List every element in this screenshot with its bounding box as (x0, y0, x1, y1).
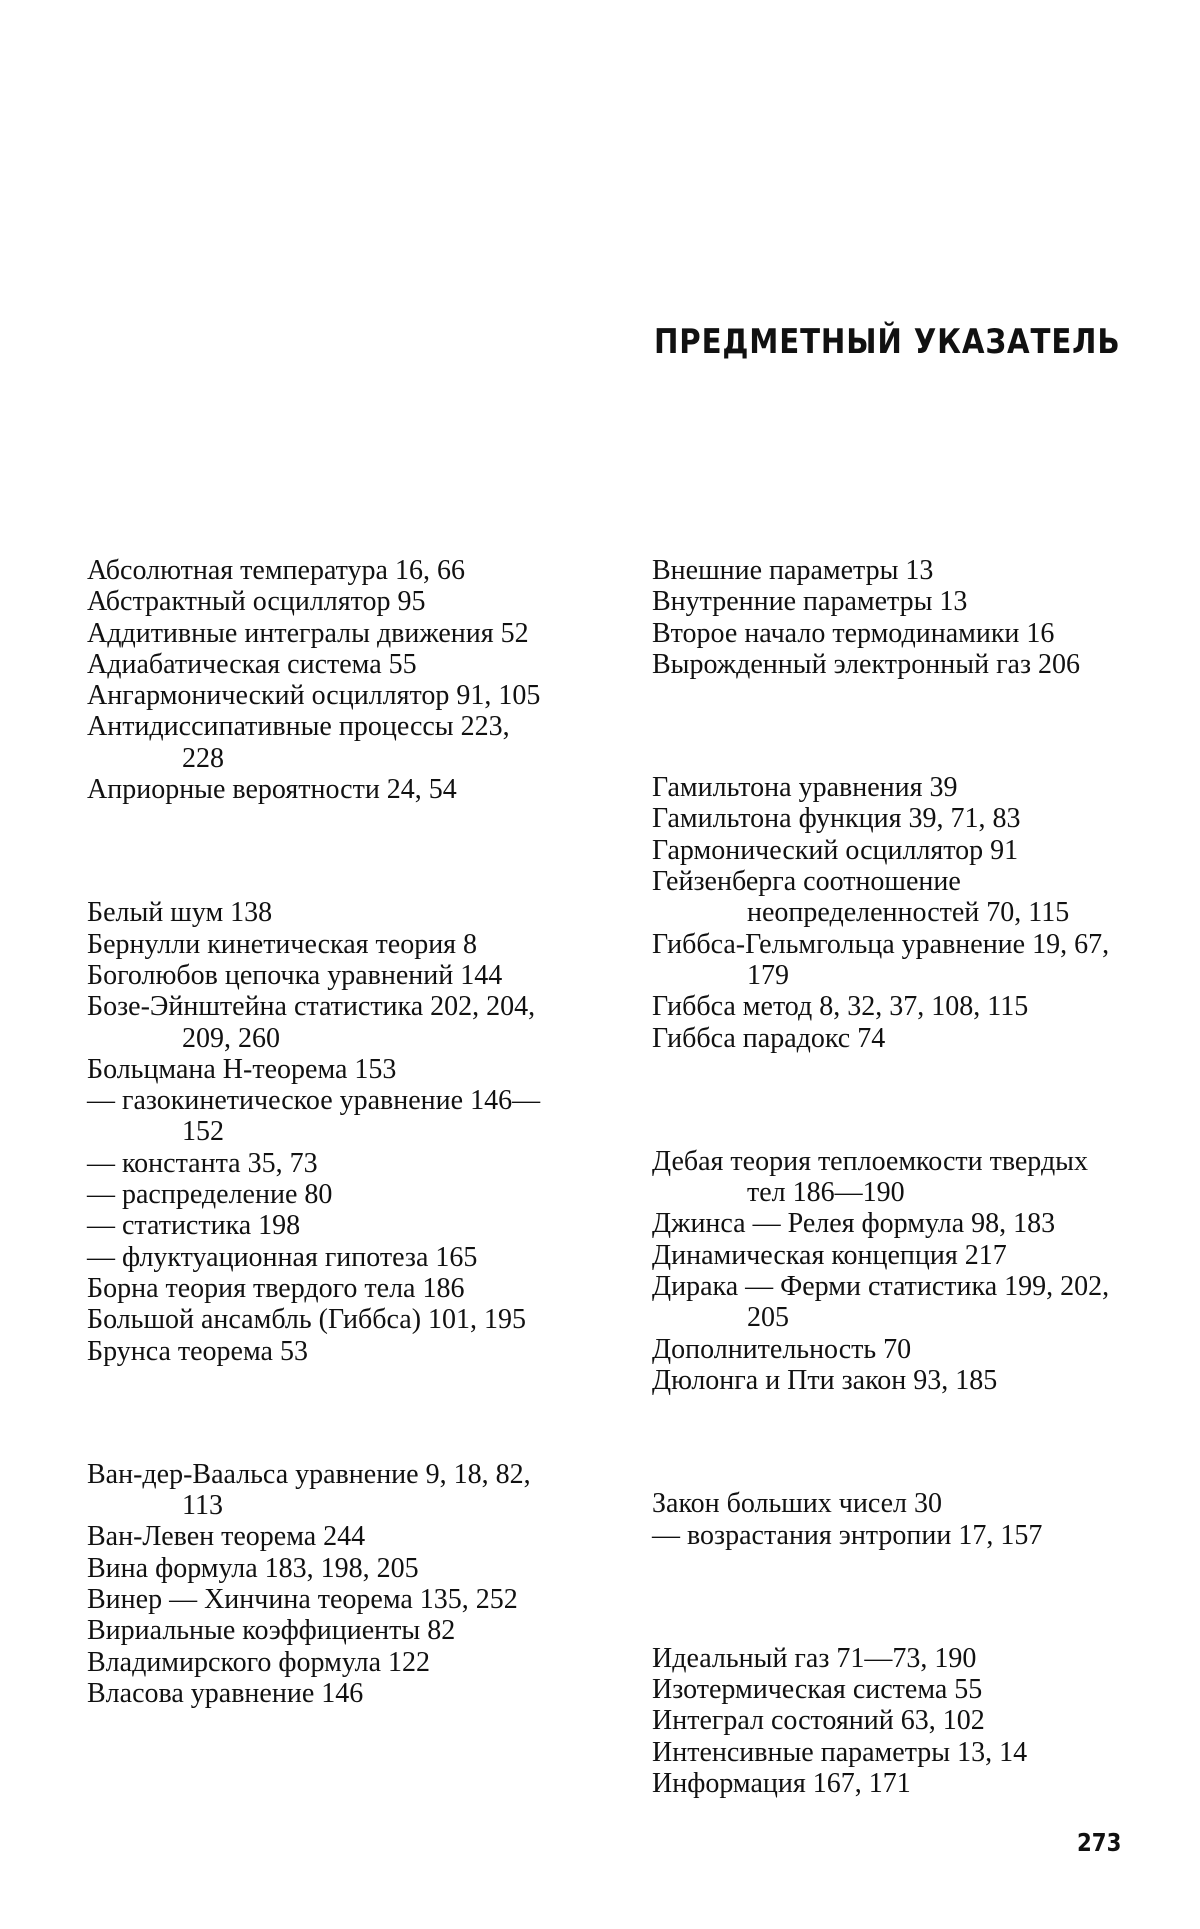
index-entry: Большой ансамбль (Гиббса) 101, 195 (87, 1304, 527, 1336)
index-entry: — константа 35, 73 (87, 1147, 318, 1179)
index-entry: Интенсивные параметры 13, 14 (652, 1736, 1028, 1768)
index-entry: Внутренние параметры 13 (652, 586, 968, 618)
index-entry: Изотермическая система 55 (652, 1674, 983, 1706)
index-entry: Закон больших чисел 30 (652, 1488, 943, 1520)
index-entry: Брунса теорема 53 (87, 1335, 308, 1367)
index-section (652, 1146, 1122, 1396)
index-entry: Ван-Левен теорема 244 (87, 1521, 366, 1553)
index-entry: Гиббса метод 8, 32, 37, 108, 115 (652, 991, 1029, 1023)
index-entry: Ван-дер-Ваальса уравнение 9, 18, 82, 113 (87, 1458, 531, 1522)
index-entry: Ангармонический осциллятор 91, 105 (87, 680, 541, 712)
index-entry: Владимирского формула 122 (87, 1646, 431, 1678)
index-entry: Второе начало термодинамики 16 (652, 617, 1055, 649)
index-entry: Интеграл состояний 63, 102 (652, 1705, 985, 1737)
index-entry: Дирака — Ферми статистика 199, 202, 205 (652, 1271, 1110, 1334)
index-entry: Джинса — Релея формула 98, 183 (652, 1208, 1056, 1240)
page-title: ПРЕДМЕТНЫЙ УКАЗАТЕЛЬ (653, 322, 1120, 362)
index-entry: — возрастания энтропии 17, 157 (652, 1519, 1043, 1551)
index-entry: Дюлонга и Пти закон 93, 185 (652, 1364, 998, 1396)
index-entry: Гамильтона уравнения 39 (652, 772, 958, 804)
index-entry: Власова уравнение 146 (87, 1677, 364, 1709)
index-section (652, 772, 1122, 1054)
index-entry: Априорные вероятности 24, 54 (87, 774, 457, 806)
index-section (652, 555, 1122, 680)
index-entry: Гамильтона функция 39, 71, 83 (652, 803, 1021, 835)
index-entry: Борна теория твердого тела 186 (87, 1272, 465, 1304)
index-entry: Вырожденный электронный газ 206 (652, 648, 1081, 680)
index-entry: Информация 167, 171 (652, 1768, 911, 1800)
index-section (652, 1643, 1122, 1799)
index-entry: — газокинетическое уравнение 146—152 (87, 1085, 541, 1148)
index-entry: Внешние параметры 13 (652, 555, 934, 586)
index-section (652, 1488, 1122, 1551)
index-entry: Антидиссипативные процессы 223, 228 (87, 711, 510, 774)
index-entry: Дебая теория теплоемкости твердых тел 186—190 (652, 1145, 1088, 1209)
index-entry: Дополнительность 70 (652, 1333, 912, 1365)
index-entry: — распределение 80 (87, 1179, 333, 1211)
index-entry: — статистика 198 (87, 1210, 301, 1242)
index-entry: Вина формула 183, 198, 205 (87, 1552, 419, 1584)
index-section (87, 555, 557, 805)
index-entry: Адиабатическая система 55 (87, 648, 417, 680)
index-entry: Аддитивные интегралы движения 52 (87, 617, 529, 649)
index-entry: Белый шум 138 (87, 897, 273, 929)
index-entry: Больцмана Н-теорема 153 (87, 1053, 397, 1085)
index-entry: Гейзенберга соотношение неопределенностей 70, 115 (652, 866, 1070, 929)
index-entry: Гиббса-Гельмгольца уравнение 19, 67, 179 (652, 928, 1110, 991)
index-entry: Абсолютная температура 16, 66 (87, 555, 465, 586)
index-entry: Идеальный газ 71—73, 190 (652, 1642, 977, 1674)
index-entry: Гармонический осциллятор 91 (652, 834, 1019, 866)
index-entry: Вириальные коэффициенты 82 (87, 1615, 456, 1647)
index-entry: Бозе-Эйнштейна статистика 202, 204, 209, 260 (87, 991, 536, 1054)
index-entry: Бернулли кинетическая теория 8 (87, 928, 478, 960)
index-entry: Винер — Хинчина теорема 135, 252 (87, 1584, 518, 1616)
index-section (87, 1459, 557, 1709)
index-entry: Боголюбов цепочка уравнений 144 (87, 959, 503, 991)
index-entry: — флуктуационная гипотеза 165 (87, 1241, 478, 1273)
index-column-right (652, 555, 1122, 1891)
index-entry: Гиббса парадокс 74 (652, 1022, 886, 1054)
index-entry: Абстрактный осциллятор 95 (87, 586, 426, 618)
index-column-left (87, 555, 557, 1801)
page-number: 273 (1077, 1828, 1122, 1857)
index-entry: Динамическая концепция 217 (652, 1239, 1007, 1271)
index-section (87, 897, 557, 1366)
